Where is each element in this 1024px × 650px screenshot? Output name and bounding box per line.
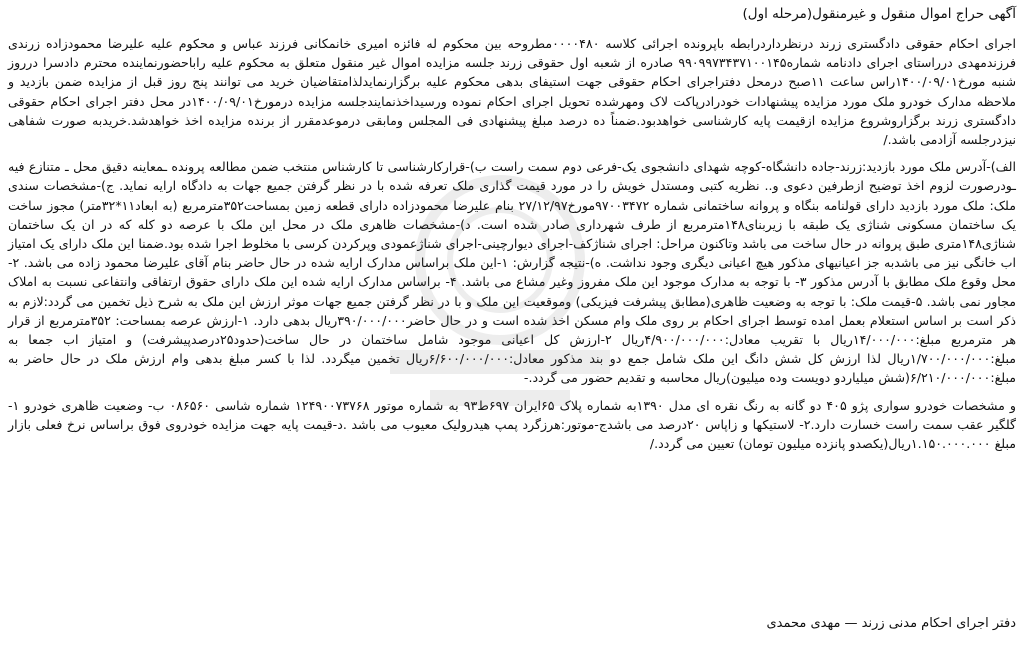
property-details-paragraph: الف)-آدرس ملک مورد بازدید:زرند-جاده دانشگاه-کوچه شهدای دانشجوی یک-فرعی دوم سمت راست ب)-قرارکارشناسی تا کارشناس منتخب ضمن مطالعه پرونده ـمعاینه دقیق محل ـ متنازع فیه ـودرصورت لزوم اخذ توضیح ازطرفین دعوی و.. نظریه کتبی ومستدل خویش را در مورد قیمت گذاری ملک تعرفه شده با در نظر گرفتن جمیع جهات به دادگاه ارایه نماید. ج)-مشخصات سندی ملک: ملک مورد بازدید دارای قولنامه بنگاه و پروانه ساختمانی شماره ۹۷۰۰۳۴۷۲مورخ۲۷/۱۲/۹۷ بنام علیرضا محمودزاده دارای قطعه زمین بمساحت۳۵۲مترمربع (به ابعاد۱۱*۳۲متر) مجوز ساخت یک ساختمان مسکونی شناژی یک طبقه با زیربنای۱۴۸مترمربع از طرف شهرداری صادر شده است. د)-مشخصات ظاهری ملک در محل این ملک با عرصه دو کله که در ان یک ساختمان شناژی۱۴۸متری طبق پروانه در حال ساخت می باشد وتاکنون مراحل: اجرای شناژکف-اجرای دیوارچینی-اجرای شناژعمودی وپرکردن کرسی با مخلوط اجرا شده بود.ضمنا این ملک دارای یک امتیاز اب خانگی نیز می باشدبه جز اعیانیهای مذکور هیچ اعیانی دیگری وجود نداشت. ه)-نتیجه گزارش: ۱-این ملک براساس مدارک ارایه شده در حال حاضر بنام آقای علیرضا محمود زاده می باشد. ۲-محل وقوع ملک مطابق با آدرس مذکور ۳- با توجه به مدارک موجود این ملک مفروز وغیر مشاع می باشد. ۴- براساس مدارک ارایه شده این ملک دارای حقوق ارتفاقی وانتفاعی نسبت به املاک مجاور نمی باشد. ۵-قیمت ملک: با توجه به وضعیت ظاهری(مطابق پیشرفت فیزیکی) وموقعیت این ملک و با در نظر گرفتن جمیع جهات موثر ارزش این ملک به شرح ذیل تخمین می گردد:لازم به ذکر است بر اساس استعلام بعمل امده توسط اجرای احکام بر روی ملک وام مسکن اخذ شده است و در حال حاضر۳۹۰/۰۰۰/۰۰۰ریال بدهی دارد. ۱-ارزش عرصه بمساحت: ۳۵۲مترمربع از قرار هر مترمربع مبلغ:۱۴/۰۰۰/۰۰۰ریال با تقریب معادل:۴/۹۰۰/۰۰۰/۰۰۰ریال ۲-ارزش کل اعیانی موجود شامل ساختمان در حال ساخت(حدود۲۵درصدپیشرفت) و امتیاز اب جمعا به مبلغ:۱/۷۰۰/۰۰۰/۰۰۰ریال لذا ارزش کل شش دانگ این ملک شامل جمع دو بند مذکور معادل:۶/۶۰۰/۰۰۰/۰۰۰ریال تخمین میگردد. لذا با کسر مبلغ بدهی وام ارزش ملک در حال حاضر به مبلغ:۶/۲۱۰/۰۰۰/۰۰۰(شش میلیاردو دویست وده میلیون)ریال محاسبه و تقدیم حضور می گردد.- [8, 159, 1017, 386]
vehicle-details-paragraph: و مشخصات خودرو سواری پژو ۴۰۵ دو گانه به رنگ نقره ای مدل ۱۳۹۰به شماره پلاک ۶۵ایران ۶۹۷ط۹۳ به شماره موتور ۱۲۴۹۰۰۷۳۷۶۸ شماره شاسی ۰۸۶۵۶۰ ب- وضعیت ظاهری خودرو ۱- گلگیر عقب سمت راست خسارت دارد.۲- لاستیکها و زاپاس ۲۰درصد می باشدج-موتور:هرزگرد پمپ هیدرولیک معیوب می باشد .د-قیمت پایه جهت مزایده خودروی فوق براساس نرخ فعلی بازار مبلغ ۱.۱۵۰.۰۰۰.۰۰۰ریال(یکصدو پانزده میلیون تومان) تعیین می گردد./ [8, 397, 1017, 452]
auction-announcement-paragraph: اجرای احکام حقوقی دادگستری زرند درنظرداردرابطه باپرونده اجرائی کلاسه ۰۰۰۰۴۸۰مطروحه بین محکوم له فائزه امیری خانمکانی فرزند عباس و محکوم علیه علیرضا محمودزاده زرندی فرزندمهدی درراستای اجرای دادنامه شماره۹۹۰۹۹۷۳۴۳۷۱۰۰۱۴۵ صادره از شعبه اول حقوقی زرند جلسه مزایده اموال غیر منقول متعلق به محکوم علیه راباحضورنماینده محترم دادسرا درروز شنبه مورخ۱۴۰۰/۰۹/۰۱راس ساعت ۱۱صبح درمحل دفتراجرای احکام حقوقی جهت استیفای بدهی محکوم علیه برگزارنمایدلذامتقاضیان خرید می توانند پنج روز قبل از مزایده ضمن بازدید و ملاحظه مدارک خودرو ملک مورد مزایده پیشنهادات خودرادرپاکت لاک ومهرشده تحویل اجرای احکام نموده ورسیداخذنمایندجلسه مزایده درمورخ۱۴۰۰/۰۹/۰۱در محل دفتر اجرای احکام حقوقی دادگستری زرند برگزاروشروع مزایده ازقیمت پایه کارشناسی خواهدبود.ضمناً ده درصد مبلغ پیشنهادی فی المجلس ومابقی درموعدمقرر از برنده مزایده اخذ خواهدشد.خریدبه صورت شفاهی نیزدرجلسه آزادمی باشد./ [8, 36, 1017, 148]
notice-title: آگهی حراج اموال منقول و غیرمنقول(مرحله اول) [742, 6, 1016, 22]
office-signature: دفتر اجرای احکام مدنی زرند — مهدی محمدی [766, 616, 1016, 631]
